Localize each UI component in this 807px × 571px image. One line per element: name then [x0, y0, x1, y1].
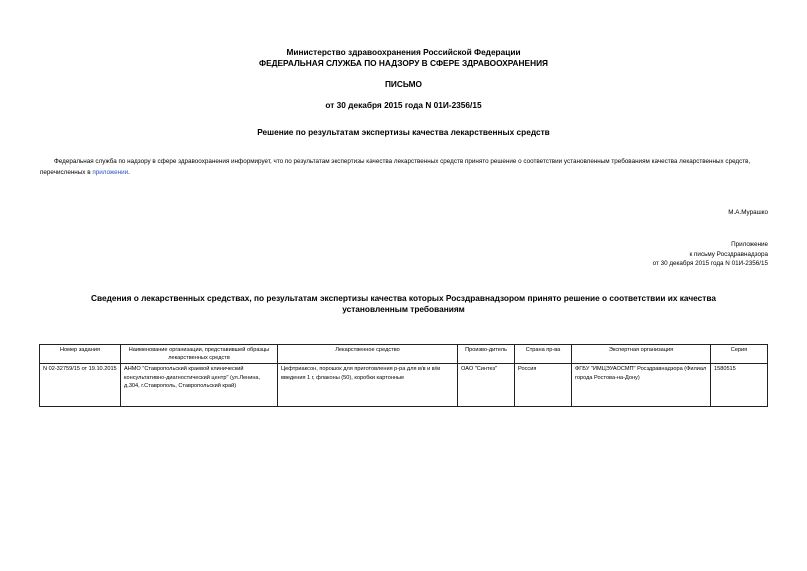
document-subject: Решение по результатам экспертизы качества лекарственных средств [257, 127, 550, 137]
header-task-number: Номер задания [40, 345, 121, 364]
appendix-line-3: от 30 декабря 2015 года N 01И-2356/15 [652, 260, 768, 267]
header-expert-organization: Экспертная организация [572, 345, 711, 364]
appendix-title-line-1: Сведения о лекарственных средствах, по результатам экспертизы качества которых Росздравнадзором принято решение о соответствии их качества [91, 293, 716, 303]
appendix-title [60, 293, 747, 315]
header-series: Серия [711, 345, 768, 364]
document-type: ПИСЬМО [384, 79, 423, 89]
table-row [40, 364, 768, 407]
appendix-line-2: к письму Росздравнадзора [689, 250, 768, 258]
body-text-after-link: . [128, 169, 130, 176]
cell-expert-organization: ФГБУ "ИМЦЭУАОСМП" Росздравнадзора (Филиал города Ростова-на-Дону) [572, 364, 711, 407]
cell-medicine: Цефтриаксон, порошок для приготовления р-ра для в/в и в/м введения 1 г, флаконы (50), коробки картонные [278, 364, 458, 407]
cell-task-number: N 02-32759/15 от 19.10.2015 [40, 364, 121, 407]
medicines-table [39, 344, 768, 407]
appendix-link[interactable]: приложении [92, 169, 129, 176]
header-organization: Наименование организации, представившей образцы лекарственных средств [121, 345, 278, 364]
appendix-title-line-2: установленным требованиям [342, 304, 465, 314]
header-medicine: Лекарственное средство [278, 345, 458, 364]
table-header-row [40, 345, 768, 364]
service-name: ФЕДЕРАЛЬНАЯ СЛУЖБА ПО НАДЗОРУ В СФЕРЕ ЗДРАВООХРАНЕНИЯ [259, 58, 548, 68]
appendix-reference [653, 240, 768, 269]
appendix-line-1: Приложение [731, 241, 768, 248]
header-country: Страна пр-ва [515, 345, 572, 364]
cell-country: Россия [515, 364, 572, 407]
cell-series: 1580515 [711, 364, 768, 407]
cell-organization: АНМО "Ставропольский краевой клинический консультативно-диагностический центр" (ул.Ленина, д.304, г.Ставрополь, Ставропольский край) [121, 364, 278, 407]
document-date-number: от 30 декабря 2015 года N 01И-2356/15 [325, 100, 482, 110]
body-text-before-link: Федеральная служба по надзору в сфере здравоохранения информирует, что по результатам экспертизы качества лекарственных средств принято решение о соответствии установленным требованиям качества лекарственных средств, перечисленных в [40, 158, 751, 176]
header-manufacturer: Произво-дитель [458, 345, 515, 364]
body-paragraph [40, 156, 770, 178]
signature: М.А.Мурашко [728, 209, 768, 216]
cell-manufacturer: ОАО "Синтез" [458, 364, 515, 407]
ministry-name: Министерство здравоохранения Российской Федерации [286, 47, 521, 57]
